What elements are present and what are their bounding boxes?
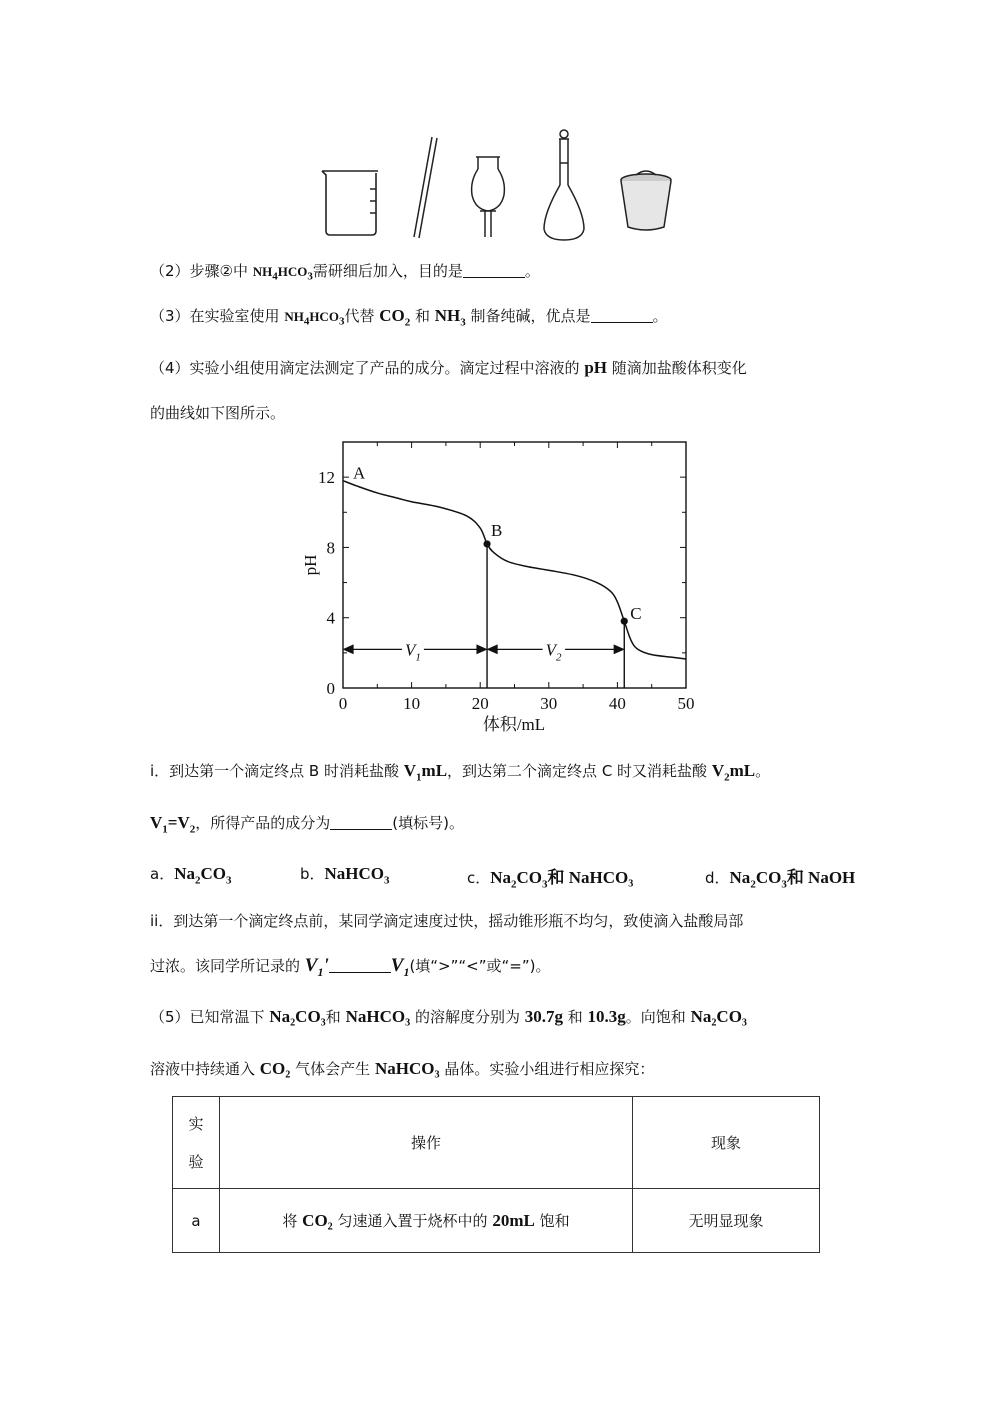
question-i-line1 [150, 760, 770, 783]
q4-ph: pH [584, 358, 608, 377]
q2-text: 需研细后加入，目的是 [312, 262, 463, 280]
qi-text-a: i．到达第一个滴定终点 B 时消耗盐酸 [150, 762, 404, 780]
v2-arrow-head-left [488, 645, 497, 653]
q4-text-a: （4）实验小组使用滴定法测定了产品的成分。滴定过程中溶液的 [150, 359, 585, 377]
beaker-icon [322, 171, 378, 235]
q2-reagent: $NH_4HCO_3$ [252, 264, 313, 283]
x-tick-label: 40 [608, 694, 626, 713]
q3-mid1: 代替 [344, 307, 380, 325]
question-5-line1: （5）已知常温下 Na₂CO₃和 NaHCO₃ 的溶解度分别为 30.7g 和 10.3g。向饱和 Na₂CO₃ [150, 1007, 748, 1026]
question-4-line1 [150, 357, 747, 378]
answer-blank[interactable] [330, 815, 392, 830]
point-label-a: A [353, 463, 366, 483]
x-tick-label: 20 [471, 694, 489, 713]
q3-mid2: 和 [410, 307, 435, 325]
point-label-b: B [491, 520, 503, 540]
volumetric-flask-icon [544, 130, 584, 240]
q3-end: 。 [652, 307, 668, 325]
x-tick-label: 10 [403, 694, 421, 713]
titration-chart [290, 430, 710, 745]
table-row [173, 1189, 820, 1253]
qi-v2: $V_2mL$ [711, 761, 756, 784]
crucible-icon [621, 171, 671, 230]
qi-v1: $V_1mL$ [403, 761, 448, 784]
y-tick-label: 8 [326, 538, 335, 558]
volume-arrows [344, 645, 623, 653]
y-tick-label: 12 [318, 468, 335, 488]
v2-arrow-head-right [614, 645, 623, 653]
question-4-line2: 的曲线如下图所示。 [150, 404, 286, 422]
qi-text-c: 。 [755, 762, 771, 780]
question-3 [150, 305, 668, 328]
glass-rod-icon [414, 137, 437, 238]
v1-arrow-head-right [477, 645, 486, 653]
qi2-v1: $V_1$ [150, 813, 168, 836]
q3-reagent-nh4hco3: $NH_4HCO_3$ [284, 309, 345, 328]
y-tick-label: 0 [326, 679, 335, 698]
option-b[interactable]: b．NaHCO$_3$ [300, 864, 390, 887]
header-experiment: 实 验 [173, 1097, 220, 1189]
v1-arrow-head-left [344, 645, 353, 653]
qi2-v2: $V_2$ [177, 813, 196, 836]
v2-label: $V_2$ [545, 640, 562, 664]
q3-nh3: $NH_3$ [434, 306, 466, 329]
question-i-line2 [150, 812, 464, 835]
question-2 [150, 260, 540, 283]
qii-text-b: (填“>”“<”或“=”)。 [409, 957, 551, 975]
qi2-eq: = [167, 813, 178, 832]
x-tick-label: 50 [677, 694, 695, 713]
separatory-funnel-icon [472, 157, 505, 237]
y-tick-label: 4 [326, 608, 335, 628]
q3-co2: $CO_2$ [379, 306, 411, 329]
qii-v1-prime: $V_1'$ [304, 955, 329, 979]
question-5-line2: 溶液中持续通入 CO₂ 气体会产生 NaHCO₃ 晶体。实验小组进行相应探究： [150, 1059, 655, 1078]
qii-text-a: 过浓。该同学所记录的 [150, 957, 305, 975]
q3-prefix: （3）在实验室使用 [150, 307, 285, 325]
v1-label: $V_1$ [405, 640, 421, 664]
qii-v1: $V_1$ [390, 955, 410, 979]
header-operation: 操作 [220, 1097, 633, 1189]
header-phenomenon: 现象 [633, 1097, 820, 1189]
option-d[interactable]: d．$Na_2CO_3$和 NaOH [705, 868, 856, 891]
x-axis-label: 体积/mL [482, 715, 546, 734]
answer-blank[interactable] [591, 308, 653, 323]
row-id: a [173, 1189, 220, 1253]
y-axis-label: pH [301, 554, 320, 576]
x-tick-label: 0 [338, 694, 348, 713]
qi-text-b: ，到达第二个滴定终点 C 时又消耗盐酸 [447, 762, 712, 780]
plot-frame [343, 442, 686, 688]
experiment-table [172, 1096, 820, 1253]
row-result: 无明显现象 [633, 1189, 820, 1253]
table-header-row [173, 1097, 820, 1189]
apparatus-illustrations [310, 125, 690, 245]
answer-blank[interactable] [463, 263, 525, 278]
option-a[interactable]: a．$Na_2CO_3$ [150, 864, 232, 887]
q2-prefix: （2）步骤②中 [150, 262, 253, 280]
q2-end: 。 [524, 262, 540, 280]
qi2-text: ，所得产品的成分为 [195, 814, 331, 832]
question-ii-line1: ii．到达第一个滴定终点前，某同学滴定速度过快，摇动锥形瓶不均匀，致使滴入盐酸局部 [150, 912, 744, 930]
answer-blank[interactable] [329, 958, 391, 973]
q3-text: 制备纯碱，优点是 [465, 307, 591, 325]
question-ii-line2 [150, 955, 550, 980]
qi2-end: (填标号)。 [392, 814, 464, 832]
option-c[interactable]: c．$Na_2CO_3$和 NaHCO₃ [467, 868, 634, 891]
ph-curve [343, 481, 686, 659]
x-tick-label: 30 [540, 694, 558, 713]
q4-text-b: 随滴加盐酸体积变化 [607, 359, 747, 377]
row-operation: 将 CO₂ 匀速通入置于烧杯中的 20mL 饱和 [220, 1189, 633, 1253]
point-label-c: C [630, 604, 642, 624]
